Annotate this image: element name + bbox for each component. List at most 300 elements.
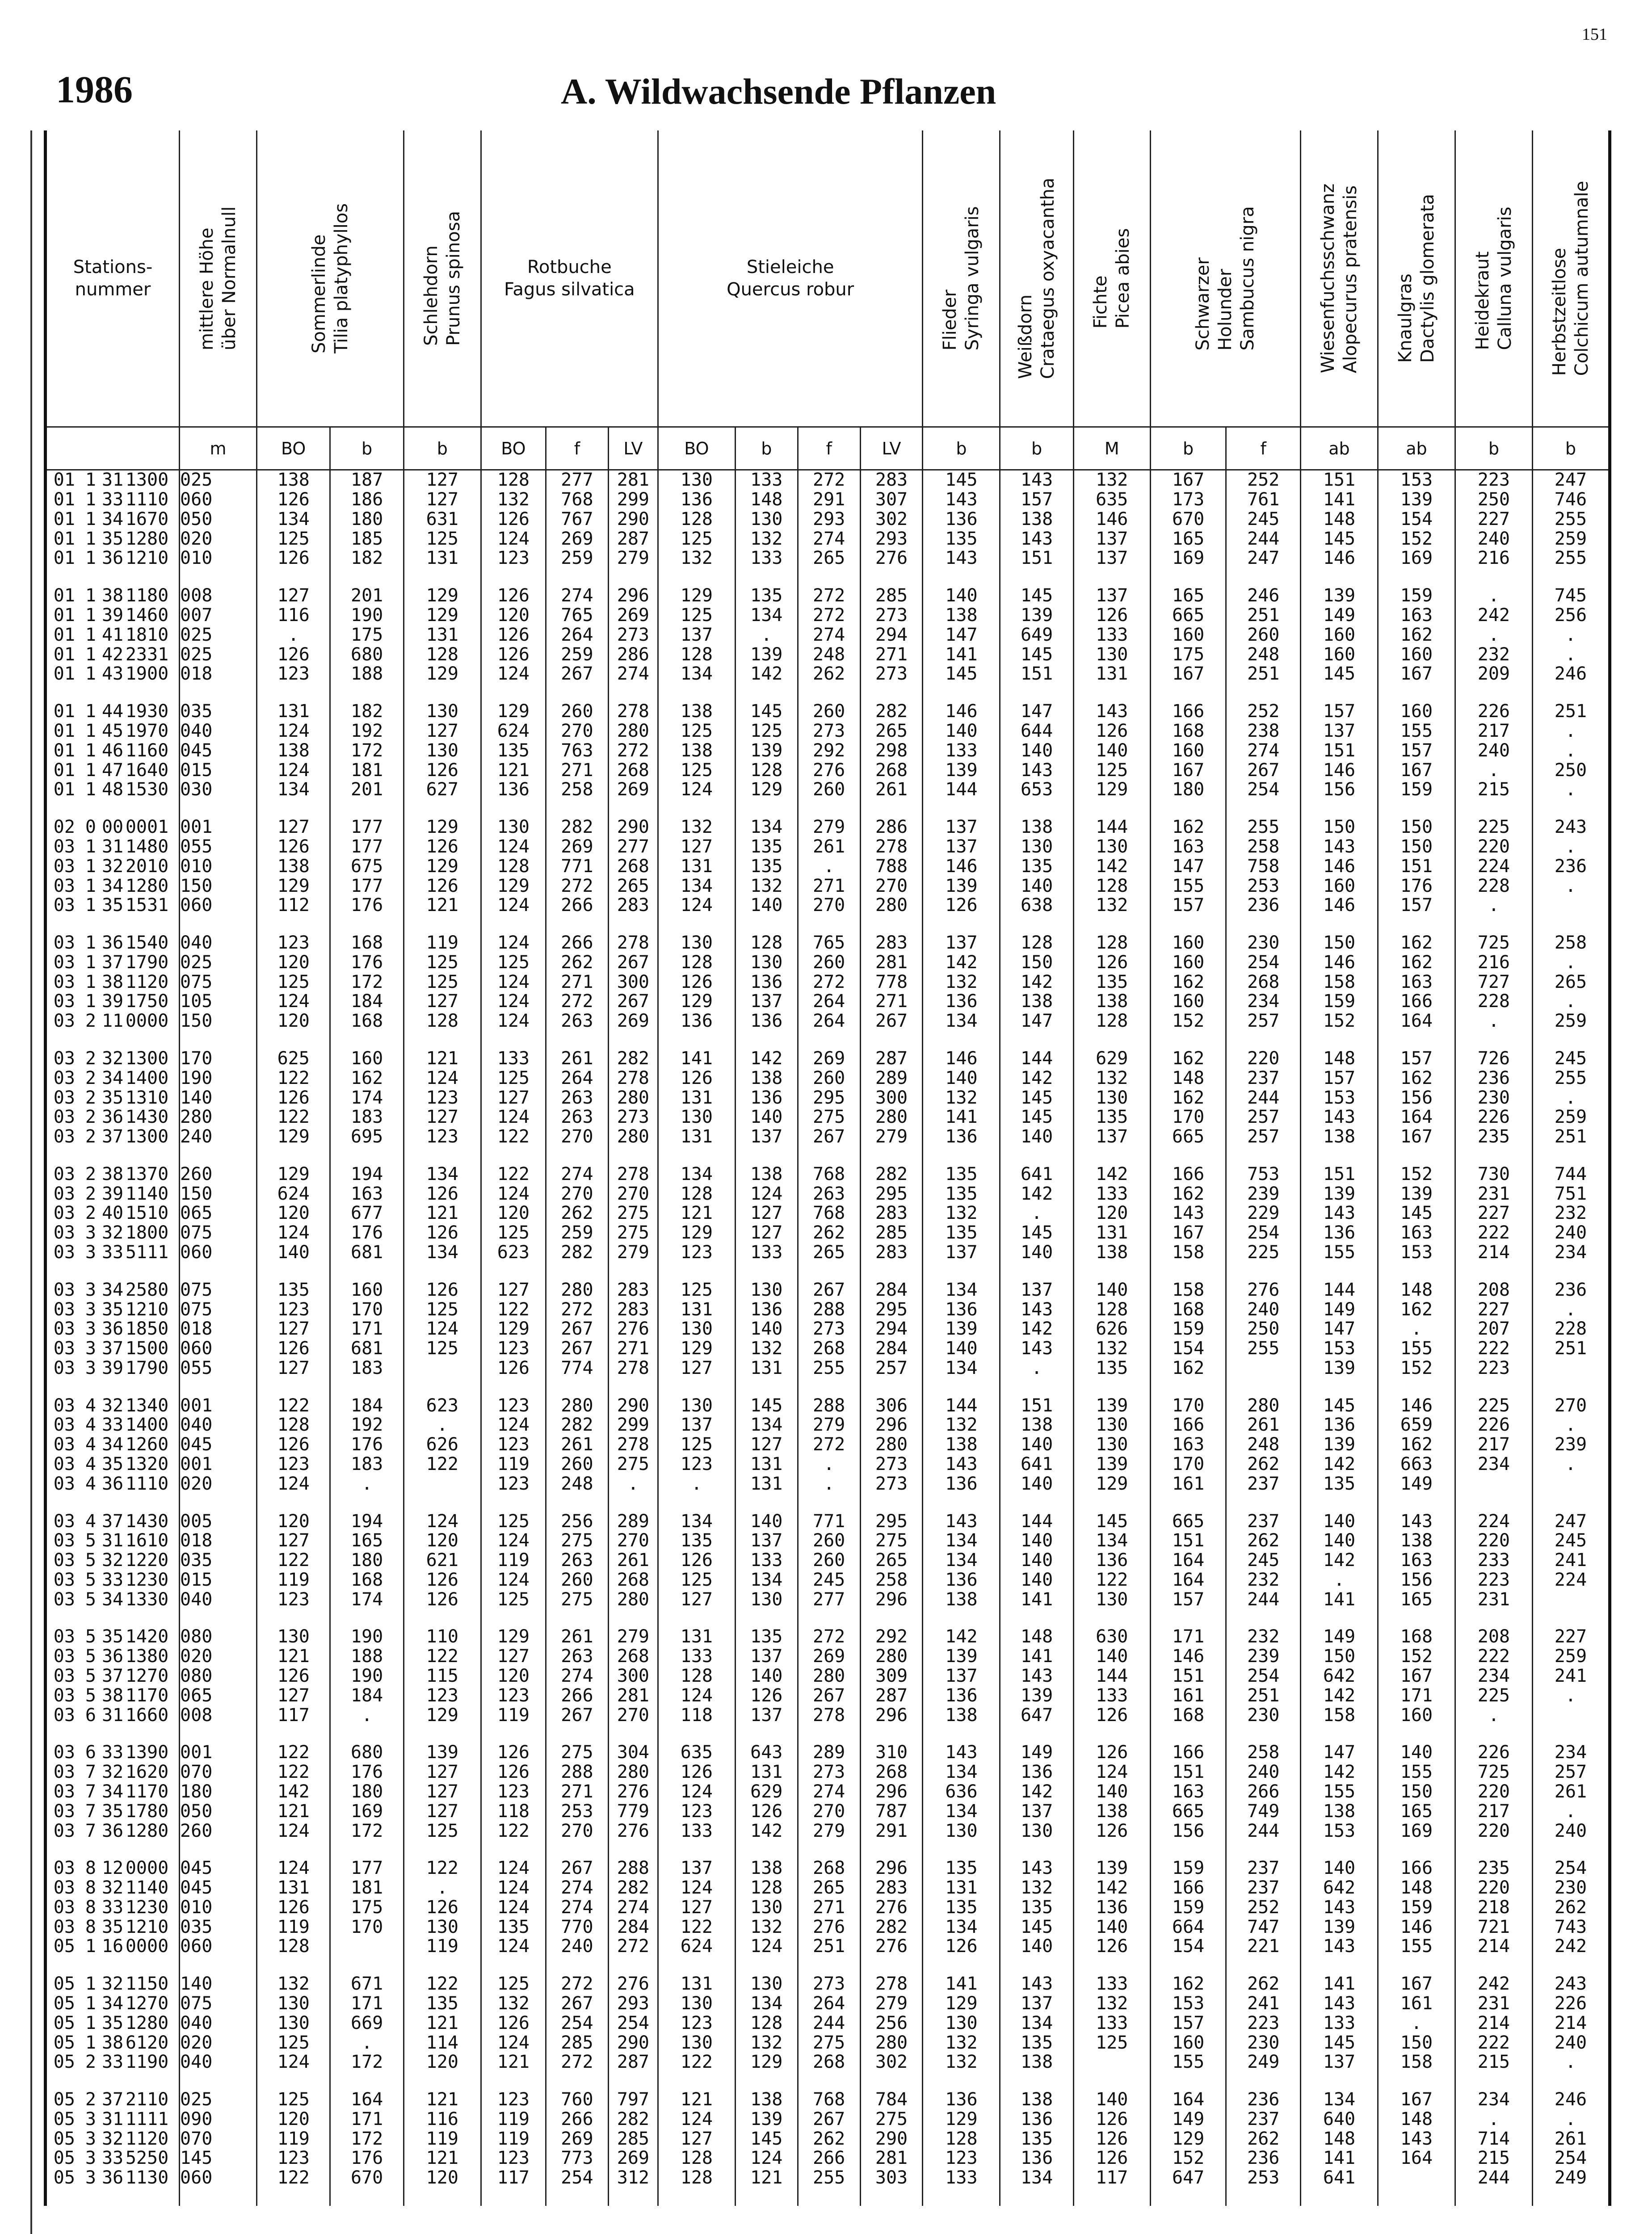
data-cell: 121 116 119 121 120 — [404, 2090, 481, 2206]
data-cell: 2 2 2 3 3 — [85, 1163, 96, 1263]
data-group — [46, 1281, 1610, 1396]
data-cell: 03 03 03 03 03 — [46, 1049, 82, 1165]
data-cell: 2 2 2 2 2 — [85, 1048, 96, 1147]
data-cell: 8 8 8 8 1 — [85, 1858, 96, 1957]
data-cell: 310 268 296 787 291 — [860, 1743, 923, 1859]
data-cell: 143 134 134 136 138 — [923, 1512, 1000, 1628]
unit-cell: b — [1532, 427, 1610, 470]
data-cell: 166 168 160 167 180 — [1150, 702, 1226, 818]
data-cell: 150 146 158 159 152 — [1301, 933, 1378, 1049]
data-cell: 182 192 172 181 201 — [330, 702, 404, 818]
data-cell: 744 751 232 240 234 — [1532, 1165, 1610, 1281]
data-cell: 142 139 137 136 138 — [923, 1627, 1000, 1743]
data-cell: 140 075 040 020 040 — [180, 1974, 257, 2090]
data-cell: 260 150 065 075 060 — [180, 1165, 257, 1281]
data-cell: 132 130 130 125 124 — [256, 1974, 330, 2090]
data-cell: 137 124 127 122 624 — [658, 1859, 735, 1974]
data-group — [46, 702, 1610, 818]
data-cell: 121 124 127 128 128 — [658, 2090, 735, 2206]
data-cell: 143 137 134 135 138 — [1000, 1974, 1073, 2090]
blackthorn-header: Schlehdorn Prunus spinosa — [404, 130, 481, 427]
data-cell: 730 231 227 222 214 — [1455, 1165, 1532, 1281]
data-cell: 145 134 127 131 131 — [735, 1396, 798, 1512]
data-cell: 160 162 174 183 695 — [330, 1049, 404, 1165]
data-cell: 256 275 263 260 275 — [546, 1512, 608, 1628]
data-cell: 122 122 142 121 124 — [256, 1743, 330, 1859]
data-cell: 1340 1400 1260 1320 1110 — [126, 1396, 180, 1512]
data-cell: 236 237 262 236 253 — [1226, 2090, 1301, 2206]
data-cell: 144 132 138 143 136 — [923, 1396, 1000, 1512]
data-cell: 129 624 120 124 140 — [256, 1165, 330, 1281]
data-cell: 32 34 35 36 37 — [101, 1048, 124, 1147]
data-cell: 140 138 147 141 145 — [923, 586, 1000, 702]
data-cell: 162 163 147 155 157 — [1150, 818, 1226, 933]
data-cell: 140 155 150 165 169 — [1378, 1743, 1455, 1859]
data-cell: 296 269 273 286 274 — [608, 586, 658, 702]
data-cell: 045 045 010 035 060 — [180, 1859, 257, 1974]
data-cell: 008 007 025 025 018 — [180, 586, 257, 702]
data-cell: 201 190 175 680 188 — [330, 586, 404, 702]
data-group — [46, 1049, 1610, 1165]
data-cell: 137 137 146 139 126 — [923, 818, 1000, 933]
data-cell: 226 217 240 . 215 — [1455, 702, 1532, 818]
data-cell: 03 03 03 03 03 — [46, 1396, 82, 1512]
data-cell: 0001 1480 2010 1280 1531 — [126, 818, 180, 933]
data-cell: 258 . 265 . 259 — [1532, 933, 1610, 1049]
data-cell: 38 39 41 42 43 — [101, 585, 124, 684]
data-cell: 184 192 176 183 . — [330, 1396, 404, 1512]
data-cell: 129 126 129 126 121 — [404, 818, 481, 933]
data-cell: 146 140 132 141 136 — [923, 1049, 1000, 1165]
data-cell: 147 142 155 138 153 — [1301, 1743, 1378, 1859]
unit-cell: b — [1000, 427, 1073, 470]
data-cell: 725 216 727 228 . — [1455, 933, 1532, 1049]
data-cell: 139 149 160 160 145 — [1301, 586, 1378, 702]
data-cell: 272 267 254 285 272 — [546, 1974, 608, 2090]
data-cell: 6 7 7 7 7 — [85, 1742, 96, 1841]
data-cell: 129 127 120 123 119 — [481, 1627, 546, 1743]
data-cell: 281 299 290 287 279 — [608, 470, 658, 587]
data-cell: 166 162 143 167 158 — [1150, 1165, 1226, 1281]
data-cell: 272 269 280 267 278 — [798, 1627, 860, 1743]
data-cell: 285 273 294 271 273 — [860, 586, 923, 702]
data-cell: 270 . 239 . — [1532, 1396, 1610, 1512]
data-cell: 143 157 138 143 151 — [1000, 470, 1073, 587]
unit-cell: ab — [1378, 427, 1455, 470]
data-cell: 261 264 263 263 270 — [546, 1049, 608, 1165]
data-cell: 130 136 140 132 131 — [735, 1281, 798, 1396]
data-cell: 288 282 274 284 272 — [608, 1859, 658, 1974]
data-group — [46, 933, 1610, 1049]
data-cell: 132 635 146 137 137 — [1073, 470, 1150, 587]
data-cell: 144 140 140 140 141 — [1000, 1512, 1073, 1628]
data-cell: 194 165 180 168 174 — [330, 1512, 404, 1628]
data-cell: 001 070 180 050 260 — [180, 1743, 257, 1859]
data-cell: 130 127 130 126 627 — [404, 702, 481, 818]
data-cell: 278 280 272 268 269 — [608, 702, 658, 818]
data-cell: 277 768 767 269 259 — [546, 470, 608, 587]
data-cell: 121 124 123 127 123 — [404, 1049, 481, 1165]
data-cell: 260 273 292 276 260 — [798, 702, 860, 818]
data-cell: 283 283 276 271 278 — [608, 1281, 658, 1396]
data-cell: 124 125 124 124 124 — [481, 933, 546, 1049]
data-cell: 641 142 . 145 140 — [1000, 1165, 1073, 1281]
data-cell: 234 257 261 . 240 — [1532, 1743, 1610, 1859]
data-cell: 131 133 128 124 118 — [658, 1627, 735, 1743]
data-cell: 135 135 132 135 137 — [923, 1165, 1000, 1281]
data-cell: 131 130 123 130 122 — [658, 1974, 735, 2090]
data-cell: 160 155 157 167 159 — [1378, 702, 1455, 818]
data-cell: 135 131 135 134 126 — [923, 1859, 1000, 1974]
data-cell: 278 279 256 280 302 — [860, 1974, 923, 2090]
data-cell: 237 262 245 232 244 — [1226, 1512, 1301, 1628]
data-cell: 279 261 . 271 270 — [798, 818, 860, 933]
data-cell: 33 32 34 35 36 — [101, 1742, 124, 1841]
data-cell: 145 134 136 122 130 — [1073, 1512, 1150, 1628]
data-cell: 12 32 33 35 16 — [101, 1858, 124, 1957]
data-cell: 272 291 293 274 265 — [798, 470, 860, 587]
data-cell: 1300 1110 1670 1280 1210 — [126, 470, 180, 587]
data-cell: 162 148 162 170 665 — [1150, 1049, 1226, 1165]
data-cell: 289 273 274 270 279 — [798, 1743, 860, 1859]
data-cell: 274 765 264 259 267 — [546, 586, 608, 702]
data-cell: 286 278 788 270 280 — [860, 818, 923, 933]
data-cell: 243 226 214 240 . — [1532, 1974, 1610, 2090]
data-cell: 134 640 148 141 641 — [1301, 2090, 1378, 2206]
data-cell: 128 130 136 137 136 — [735, 933, 798, 1049]
data-cell: 220 237 244 257 257 — [1226, 1049, 1301, 1165]
data-cell: 140 126 126 126 117 — [1073, 2090, 1150, 2206]
data-cell: 05 05 05 05 05 — [46, 2090, 82, 2206]
data-cell: 140 642 143 139 143 — [1301, 1859, 1378, 1974]
data-cell: 075 075 018 060 055 — [180, 1281, 257, 1396]
data-cell: 133 132 133 125 — [1073, 1974, 1150, 2090]
data-cell: 262 241 223 230 249 — [1226, 1974, 1301, 2090]
data-cell: 1430 1610 1220 1230 1330 — [126, 1512, 180, 1628]
data-cell: 03 03 03 03 05 — [46, 1859, 82, 1974]
data-group — [46, 1743, 1610, 1859]
data-cell: 168 176 172 184 168 — [330, 933, 404, 1049]
data-cell: 03 03 03 03 03 — [46, 1281, 82, 1396]
data-cell: 025 090 070 145 060 — [180, 2090, 257, 2206]
data-cell: . 242 . 232 209 — [1455, 586, 1532, 702]
data-cell: 280 272 267 267 774 — [546, 1281, 608, 1396]
data-cell: 127 116 . 126 123 — [256, 586, 330, 702]
spruce-header: Fichte Picea abies — [1073, 130, 1150, 427]
data-group — [46, 586, 1610, 702]
data-cell: 230 254 268 234 257 — [1226, 933, 1301, 1049]
data-cell: 283 281 778 271 267 — [860, 933, 923, 1049]
data-cell: 135 123 127 126 127 — [256, 1281, 330, 1396]
data-cell: 03 03 03 03 03 — [46, 933, 82, 1049]
data-cell: 01 01 01 01 01 — [46, 470, 82, 587]
page-number: 151 — [1582, 25, 1607, 44]
data-cell: 141 143 133 145 137 — [1301, 1974, 1378, 2090]
unit-row — [46, 427, 1610, 470]
data-cell: 151 141 148 145 146 — [1301, 470, 1378, 587]
data-cell: 05 05 05 05 05 — [46, 1974, 82, 2090]
data-cell: 232 239 254 251 230 — [1226, 1627, 1301, 1743]
data-cell: 276 293 254 290 287 — [608, 1974, 658, 2090]
data-cell: 025 060 050 020 010 — [180, 470, 257, 587]
data-cell: 129 129 131 128 129 — [404, 586, 481, 702]
data-cell: 123 120 125 124 120 — [256, 933, 330, 1049]
data-cell: 2580 1210 1850 1500 1790 — [126, 1281, 180, 1396]
data-cell: 153 139 154 152 169 — [1378, 470, 1455, 587]
unit-cell: b — [404, 427, 481, 470]
data-cell: 02 03 03 03 03 — [46, 818, 82, 933]
data-cell: 208 227 207 222 223 — [1455, 1281, 1532, 1396]
data-cell: 125 132 126 124 121 — [481, 1974, 546, 2090]
data-cell: 130 137 125 123 . — [658, 1396, 735, 1512]
data-cell: 1180 1460 1810 2331 1900 — [126, 586, 180, 702]
data-cell: 129 125 137 128 134 — [658, 586, 735, 702]
data-cell: 149 150 642 142 158 — [1301, 1627, 1378, 1743]
data-cell: 275 288 271 253 270 — [546, 1743, 608, 1859]
unit-cell: BO — [481, 427, 546, 470]
data-cell: 001 055 010 150 060 — [180, 818, 257, 933]
data-cell: 260 270 763 271 258 — [546, 702, 608, 818]
data-cell: 139 130 130 139 129 — [1073, 1396, 1150, 1512]
data-group — [46, 1974, 1610, 2090]
data-cell: 643 131 629 126 142 — [735, 1743, 798, 1859]
data-cell: 148 141 143 139 647 — [1000, 1627, 1073, 1743]
data-cell: 125 124 119 124 125 — [481, 1512, 546, 1628]
data-cell: 784 275 290 281 303 — [860, 2090, 923, 2206]
data-cell: 129 624 135 121 136 — [481, 702, 546, 818]
data-cell: 37 31 32 33 36 — [101, 2089, 124, 2188]
data-cell: 01 01 01 01 01 — [46, 586, 82, 702]
data-cell: 151 139 143 136 155 — [1301, 1165, 1378, 1281]
unit-cell: LV — [860, 427, 923, 470]
data-cell: 145 143 136 135 143 — [923, 470, 1000, 587]
data-cell: 151 138 140 641 140 — [1000, 1396, 1073, 1512]
data-cell: 150 143 146 160 146 — [1301, 818, 1378, 933]
data-cell: 125 131 130 129 127 — [658, 1281, 735, 1396]
data-cell: 138 136 135 136 134 — [1000, 2090, 1073, 2206]
data-cell: 282 265 298 268 261 — [860, 702, 923, 818]
data-cell: 160 170 171 681 183 — [330, 1281, 404, 1396]
data-cell: 625 122 126 122 129 — [256, 1049, 330, 1165]
data-cell: 134 135 135 132 140 — [735, 818, 798, 933]
data-cell: 0 1 1 1 1 — [85, 817, 96, 916]
data-cell: 38 39 40 32 33 — [101, 1163, 124, 1263]
unit-cell: f — [1226, 427, 1301, 470]
data-cell: 282 278 280 273 280 — [608, 1049, 658, 1165]
data-cell: 137 142 132 136 134 — [923, 933, 1000, 1049]
data-cell: 3 3 3 3 3 — [85, 1279, 96, 1378]
data-cell: 145 139 649 145 151 — [1000, 586, 1073, 702]
lime-tree-header: Sommerlinde Tilia platyphyllos — [256, 130, 404, 427]
data-cell: 31 33 34 35 36 — [101, 470, 124, 569]
data-cell: 137 143 142 143 . — [1000, 1281, 1073, 1396]
data-cell: 132 127 131 134 124 — [658, 818, 735, 933]
data-cell: 1930 1970 1160 1640 1530 — [126, 702, 180, 818]
data-cell: 771 260 260 245 277 — [798, 1512, 860, 1628]
data-cell: 252 238 274 267 254 — [1226, 702, 1301, 818]
data-cell: 32 34 35 38 33 — [101, 1974, 124, 2073]
data-cell: 144 142 145 145 140 — [1000, 1049, 1073, 1165]
data-cell: 246 251 260 248 251 — [1226, 586, 1301, 702]
data-cell: 158 168 159 154 162 — [1150, 1281, 1226, 1396]
data-cell: 167 148 143 164 — [1378, 2090, 1455, 2206]
data-cell: 1300 1400 1310 1430 1300 — [126, 1049, 180, 1165]
heather-header: Heidekraut Calluna vulgaris — [1455, 130, 1532, 427]
data-cell: 080 020 080 065 008 — [180, 1627, 257, 1743]
unit-cell: m — [180, 427, 257, 470]
data-cell: 166 148 159 146 155 — [1378, 1859, 1455, 1974]
data-cell: 292 280 309 287 296 — [860, 1627, 923, 1743]
data-group — [46, 1512, 1610, 1628]
data-cell: 139 127 127 127 125 — [404, 1743, 481, 1859]
data-cell: 130 121 126 127 117 — [256, 1627, 330, 1743]
data-cell: 138 128 130 132 124 — [735, 1859, 798, 1974]
data-group — [46, 1396, 1610, 1512]
unit-cell-blank — [46, 427, 180, 470]
data-cell: 170 166 163 170 161 — [1150, 1396, 1226, 1512]
data-cell: 0000 1140 1230 1210 0000 — [126, 1859, 180, 1974]
data-cell: 269 260 295 275 267 — [798, 1049, 860, 1165]
data-cell: 247 746 255 259 255 — [1532, 470, 1610, 587]
data-cell: 005 018 035 015 040 — [180, 1512, 257, 1628]
data-cell: 140 137 133 134 130 — [735, 1512, 798, 1628]
data-cell: 138 125 138 125 124 — [658, 702, 735, 818]
data-cell: 237 237 252 747 221 — [1226, 1859, 1301, 1974]
data-cell: 138 139 145 124 121 — [735, 2090, 798, 2206]
data-cell: 035 040 045 015 030 — [180, 702, 257, 818]
data-cell: 268 265 271 276 251 — [798, 1859, 860, 1974]
unit-cell: f — [798, 427, 860, 470]
data-cell: 4 5 5 5 5 — [85, 1511, 96, 1610]
elder-header: Schwarzer Holunder Sambucus nigra — [1150, 130, 1300, 427]
data-cell: 629 132 130 135 137 — [1073, 1049, 1150, 1165]
data-cell: 680 176 180 169 172 — [330, 1743, 404, 1859]
data-cell: 234 . 714 215 244 — [1455, 2090, 1532, 2206]
data-cell: 278 270 275 275 279 — [608, 1165, 658, 1281]
data-cell: 1390 1620 1170 1780 1280 — [126, 1743, 180, 1859]
unit-cell: BO — [658, 427, 735, 470]
data-cell: 138 130 135 140 638 — [1000, 818, 1073, 933]
data-cell: 273 264 244 275 268 — [798, 1974, 860, 2090]
data-cell: 37 31 32 33 34 — [101, 1511, 124, 1610]
data-cell: 280 282 261 260 248 — [546, 1396, 608, 1512]
data-cell: 144 130 142 128 132 — [1073, 818, 1150, 933]
data-cell: 251 . . 250 . — [1532, 702, 1610, 818]
data-cell: 745 256 . . 246 — [1532, 586, 1610, 702]
data-cell: 122 135 121 114 120 — [404, 1974, 481, 2090]
data-cell: 152 139 145 163 153 — [1378, 1165, 1455, 1281]
header-row — [46, 130, 1610, 427]
unit-cell: ab — [1301, 427, 1378, 470]
data-cell: 5 5 5 5 6 — [85, 1626, 96, 1726]
data-cell: 190 188 190 184 . — [330, 1627, 404, 1743]
data-cell: 110 122 115 123 129 — [404, 1627, 481, 1743]
data-cell: 32 33 34 35 36 — [101, 1395, 124, 1494]
data-cell: 148 162 . 155 152 — [1378, 1281, 1455, 1396]
data-cell: 140 128 626 132 135 — [1073, 1281, 1150, 1396]
data-cell: 040 025 075 105 150 — [180, 933, 257, 1049]
data-cell: 1 1 1 1 2 — [85, 1974, 96, 2073]
data-cell: 142 133 120 131 138 — [1073, 1165, 1150, 1281]
data-group — [46, 2090, 1610, 2206]
data-cell: 245 255 . 259 251 — [1532, 1049, 1610, 1165]
left-margin-line — [30, 130, 32, 2234]
data-cell: 03 03 03 03 03 — [46, 1743, 82, 1859]
unit-cell: M — [1073, 427, 1150, 470]
data-cell: 177 177 675 177 176 — [330, 818, 404, 933]
data-cell: 167 161 . 150 158 — [1378, 1974, 1455, 2090]
data-cell: 126 120 126 126 124 — [481, 586, 546, 702]
data-cell: 267 274 274 770 240 — [546, 1859, 608, 1974]
data-cell: 137 126 133 130 131 — [1073, 586, 1150, 702]
data-cell: 247 245 241 224 — [1532, 1512, 1610, 1628]
data-cell: 122 . 126 130 119 — [404, 1859, 481, 1974]
data-cell: 135 137 140 126 137 — [735, 1627, 798, 1743]
data-cell: 797 282 285 269 312 — [608, 2090, 658, 2206]
data-cell: 126 124 140 138 126 — [1073, 1743, 1150, 1859]
data-cell: 258 240 266 749 244 — [1226, 1743, 1301, 1859]
data-cell: 128 150 142 138 147 — [1000, 933, 1073, 1049]
data-cell: 122 124 120 125 623 — [481, 1165, 546, 1281]
data-cell: 279 268 300 281 270 — [608, 1627, 658, 1743]
station-header: Stations- nummer — [46, 130, 180, 427]
elevation-header: mittlere Höhe über Normalnull — [180, 130, 257, 427]
data-cell: 124 124 124 135 124 — [481, 1859, 546, 1974]
data-cell: 4 4 4 4 4 — [85, 1395, 96, 1494]
unit-cell: BO — [256, 427, 330, 470]
data-cell: 141 126 131 130 131 — [658, 1049, 735, 1165]
data-cell: 208 222 234 225 . — [1455, 1627, 1532, 1743]
data-cell: 2110 1111 1120 5250 1130 — [126, 2090, 180, 2206]
data-cell: 130 134 128 132 129 — [735, 1974, 798, 2090]
data-cell: 36 37 38 39 11 — [101, 932, 124, 1032]
data-cell: 254 230 262 743 242 — [1532, 1859, 1610, 1974]
data-cell: 133 125 127 124 122 — [481, 1049, 546, 1165]
data-cell: 162 162 163 166 164 — [1378, 933, 1455, 1049]
data-cell: 134 126 121 126 134 — [404, 1165, 481, 1281]
data-cell: 295 275 265 258 296 — [860, 1512, 923, 1628]
data-cell: 726 236 230 226 235 — [1455, 1049, 1532, 1165]
data-cell: 141 129 130 132 132 — [923, 1974, 1000, 2090]
year-heading: 1986 — [56, 68, 133, 111]
data-cell: 126 126 123 118 122 — [481, 1743, 546, 1859]
data-cell: 130 124 128 129 124 — [481, 818, 546, 933]
data-cell: 143 132 135 145 140 — [1000, 1859, 1073, 1974]
data-group — [46, 818, 1610, 933]
data-cell: 1 1 1 1 1 — [85, 701, 96, 800]
data-cell: 242 231 214 222 215 — [1455, 1974, 1532, 2090]
data-cell: 226 725 220 217 220 — [1455, 1743, 1532, 1859]
data-cell: 146 659 162 663 149 — [1378, 1396, 1455, 1512]
unit-cell: b — [1455, 427, 1532, 470]
data-cell: 225 226 217 234 — [1455, 1396, 1532, 1512]
data-cell: 768 263 768 262 265 — [798, 1165, 860, 1281]
data-cell: 2 3 3 3 3 — [85, 2089, 96, 2188]
data-cell: 138 124 127 127 133 — [735, 1165, 798, 1281]
data-cell: 272 272 274 248 262 — [798, 586, 860, 702]
autumn-crocus-header: Herbstzeitlose Colchicum autumnale — [1532, 130, 1610, 427]
data-cell: 134 128 121 129 123 — [658, 1165, 735, 1281]
data-cell: 147 644 140 143 653 — [1000, 702, 1073, 818]
data-cell: 34 35 36 37 39 — [101, 1279, 124, 1378]
data-cell: 266 262 271 272 263 — [546, 933, 608, 1049]
data-cell: 131 124 138 124 134 — [256, 702, 330, 818]
data-cell: 283 307 302 293 276 — [860, 470, 923, 587]
beech-header: Rotbuche Fagus silvatica — [481, 130, 658, 427]
data-cell: 119 125 125 127 128 — [404, 933, 481, 1049]
data-cell: 284 295 294 284 257 — [860, 1281, 923, 1396]
data-cell: 124 131 126 119 128 — [256, 1859, 330, 1974]
